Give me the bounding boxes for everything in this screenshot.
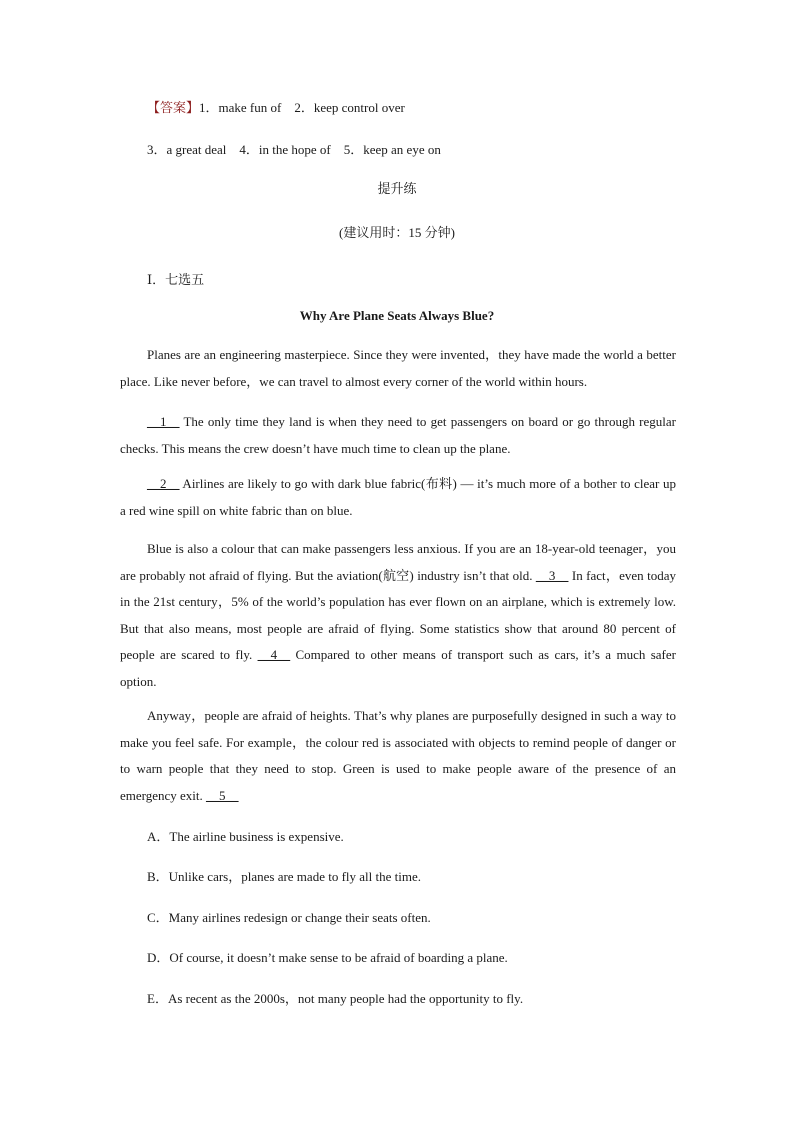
paragraph-1 (120, 342, 676, 395)
answer-label: 【答案】 (147, 100, 200, 115)
part-label: Ⅰ．七选五 (147, 272, 205, 287)
paragraph-1-text: Planes are an engineering masterpiece. Since they were invented，they have made the world a better place. Like never before，we can travel to almost every corner of the world within hours. (120, 347, 676, 389)
answer-line-2: 3．a great deal 4．in the hope of 5．keep an eye on (147, 142, 441, 157)
answer-line-1 (147, 97, 684, 116)
time-note: (建议用时：15 分钟) (339, 225, 455, 240)
paragraph-4 (120, 536, 676, 695)
paragraph-4-part-b: In fact，even today in the 21st century，5% of the world’s population has ever flown on an airplane, which is extremely low. But that also means, most people are afraid of flying. Some statistics show that around 80 percent of people are scared to fly. (120, 567, 676, 662)
paragraph-3 (120, 471, 676, 524)
section-title: 提升练 (377, 181, 417, 196)
paragraph-2 (120, 409, 676, 462)
blank-1: __1__ (147, 414, 180, 429)
answer-items-1: 1．make fun of 2．keep control over (199, 100, 405, 115)
option-e: E．As recent as the 2000s，not many people had the opportunity to fly. (147, 991, 524, 1006)
blank-5: __5__ (206, 787, 239, 803)
passage-title: Why Are Plane Seats Always Blue? (299, 308, 495, 323)
paragraph-3-text: Airlines are likely to go with dark blue fabric(布料) — it’s much more of a bother to clear up a red wine spill on white fabric than on blue. (120, 476, 676, 518)
option-d: D．Of course, it doesn’t make sense to be afraid of boarding a plane. (147, 950, 508, 965)
blank-2: __2__ (147, 476, 180, 491)
paragraph-4-part-a: Blue is also a colour that can make passengers less anxious. If you are an 18-year-old teenager，you are probably not afraid of flying. But the aviation(航空) industry isn’t that old. (120, 541, 676, 583)
paragraph-4-part-c: Compared to other means of transport such as cars, it’s a much safer option. (120, 647, 676, 689)
blank-3: __3__ (535, 567, 569, 583)
paragraph-5 (120, 703, 676, 809)
option-b: B．Unlike cars，planes are made to fly all the time. (147, 869, 421, 884)
paragraph-2-text: The only time they land is when they need to get passengers on board or go through regular checks. This means the crew doesn’t have much time to clean up the plane. (120, 414, 676, 456)
paragraph-5-text: Anyway，people are afraid of heights. That’s why planes are purposefully designed in such a way to make you feel safe. For example，the colour red is associated with objects to remind people of danger or to warn people that they need to stop. Green is used to make people aware of the presence of an emergency exit. (120, 708, 676, 803)
blank-4: __4__ (257, 647, 291, 662)
option-a: A．The airline business is expensive. (147, 829, 344, 844)
option-c: C．Many airlines redesign or change their seats often. (147, 910, 431, 925)
